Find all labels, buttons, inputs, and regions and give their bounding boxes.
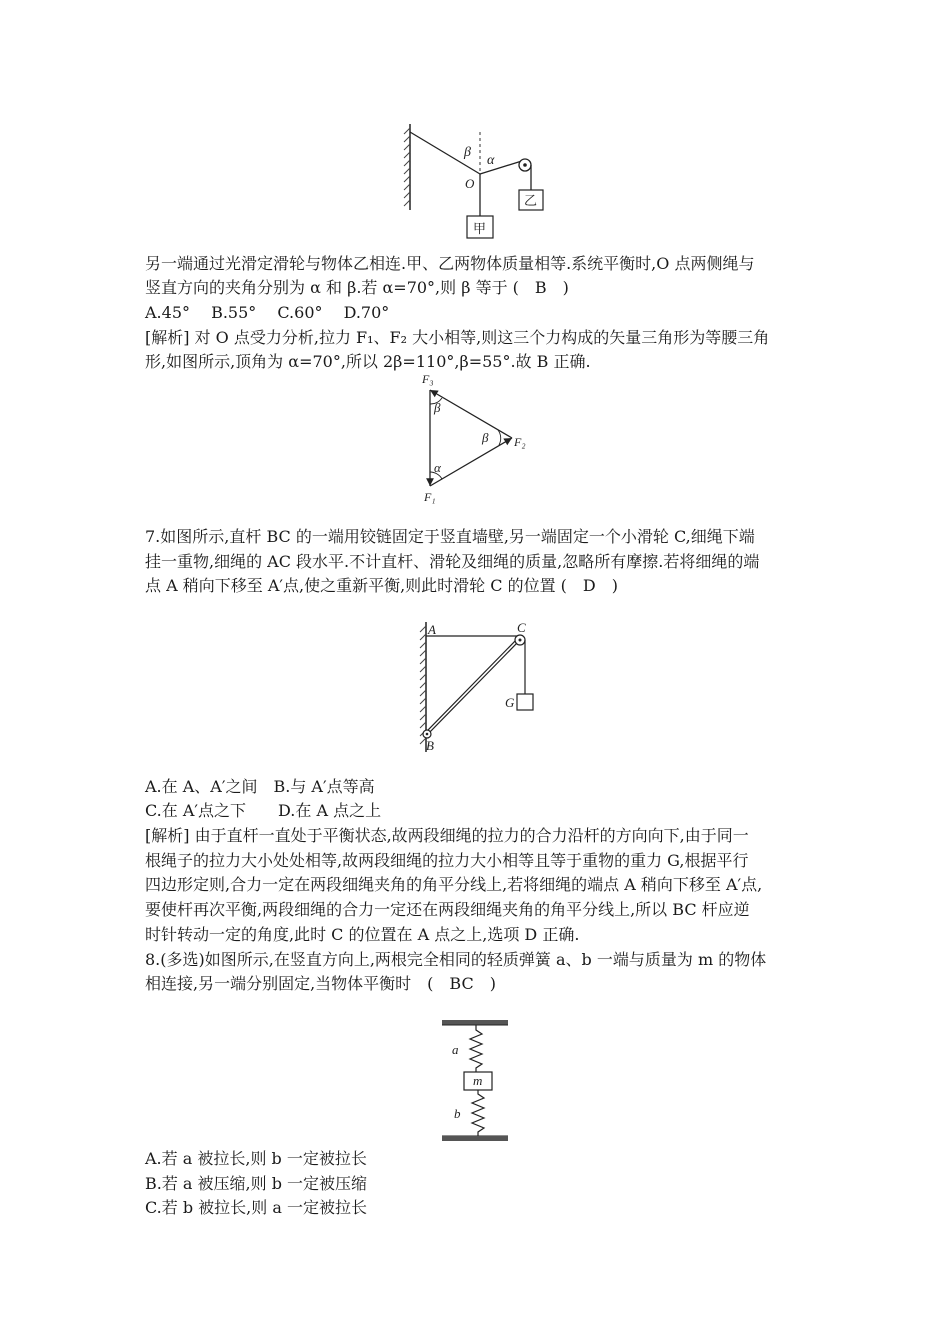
figure-force-triangle <box>410 368 540 506</box>
q7-analysis1: [解析] 由于直杆一直处于平衡状态,故两段细绳的拉力的合力沿杆的方向向下,由于同一 <box>145 826 749 845</box>
figure-rod-pulley <box>408 618 548 756</box>
q8-optionA: A.若 a 被拉长,则 b 一定被拉长 <box>145 1149 367 1168</box>
label-alpha: α <box>434 460 441 475</box>
figure-springs <box>436 1016 514 1146</box>
q8-line2: 相连接,另一端分别固定,当物体平衡时 ( BC ) <box>145 974 496 993</box>
label-beta: β <box>464 145 471 160</box>
label-a: a <box>452 1042 459 1057</box>
label-m: m <box>473 1073 483 1088</box>
label-O: O <box>465 176 475 191</box>
label-b: b <box>454 1106 461 1121</box>
q6-line1: 另一端通过光滑定滑轮与物体乙相连.甲、乙两物体质量相等.系统平衡时,O 点两侧绳与 <box>145 254 755 273</box>
label-beta-right: β <box>482 430 489 445</box>
q6-line2: 竖直方向的夹角分别为 α 和 β.若 α=70°,则 β 等于 ( B ) <box>145 278 569 297</box>
q7-analysis2: 根绳子的拉力大小处处相等,故两段细绳的拉力大小相等且等于重物的重力 G,根据平行 <box>145 851 749 870</box>
q7-line1: 7.如图所示,直杆 BC 的一端用铰链固定于竖直墙壁,另一端固定一个小滑轮 C,细绳下端 <box>145 527 755 546</box>
box-yi: 乙 <box>524 193 538 208</box>
label-F1: F₁ <box>424 490 436 504</box>
label-A: A <box>428 622 436 637</box>
label-alpha: α <box>487 153 495 168</box>
q7-analysis3: 四边形定则,合力一定在两段细绳夹角的角平分线上,若将细绳的端点 A 稍向下移至 A′点, <box>145 875 763 894</box>
q6-analysis2: 形,如图所示,顶角为 α=70°,所以 2β=110°,β=55°.故 B 正确. <box>145 352 591 371</box>
q7-analysis5: 时针转动一定的角度,此时 C 的位置在 A 点之上,选项 D 正确. <box>145 925 580 944</box>
label-B: B <box>426 738 434 753</box>
q7-optionA-B: A.在 A、A′之间 B.与 A′点等高 <box>145 777 375 796</box>
q7-analysis4: 要使杆再次平衡,两段细绳的合力一定还在两段细绳夹角的角平分线上,所以 BC 杆应逆 <box>145 900 750 919</box>
q7-optionC-D: C.在 A′点之下 D.在 A 点之上 <box>145 801 382 820</box>
label-F3: F₃ <box>422 372 434 386</box>
q8-optionB: B.若 a 被压缩,则 b 一定被压缩 <box>145 1174 368 1193</box>
label-C: C <box>517 620 526 635</box>
q6-analysis1: [解析] 对 O 点受力分析,拉力 F₁、F₂ 大小相等,则这三个力构成的矢量三角形为等腰三角 <box>145 328 770 347</box>
q8-line1: 8.(多选)如图所示,在竖直方向上,两根完全相同的轻质弹簧 a、b 一端与质量为 m 的物体 <box>145 950 767 969</box>
q7-line2: 挂一重物,细绳的 AC 段水平.不计直杆、滑轮及细绳的质量,忽略所有摩擦.若将细绳的端 <box>145 552 760 571</box>
q6-options: A.45° B.55° C.60° D.70° <box>145 303 390 322</box>
label-G: G <box>505 695 515 710</box>
q8-optionC: C.若 b 被拉长,则 a 一定被拉长 <box>145 1198 367 1217</box>
box-jia: 甲 <box>473 221 487 236</box>
label-F2: F₂ <box>514 435 526 449</box>
figure-rope-pulley <box>395 118 565 243</box>
q7-line3: 点 A 稍向下移至 A′点,使之重新平衡,则此时滑轮 C 的位置 ( D ) <box>145 576 618 595</box>
label-beta-top: β <box>434 400 441 415</box>
